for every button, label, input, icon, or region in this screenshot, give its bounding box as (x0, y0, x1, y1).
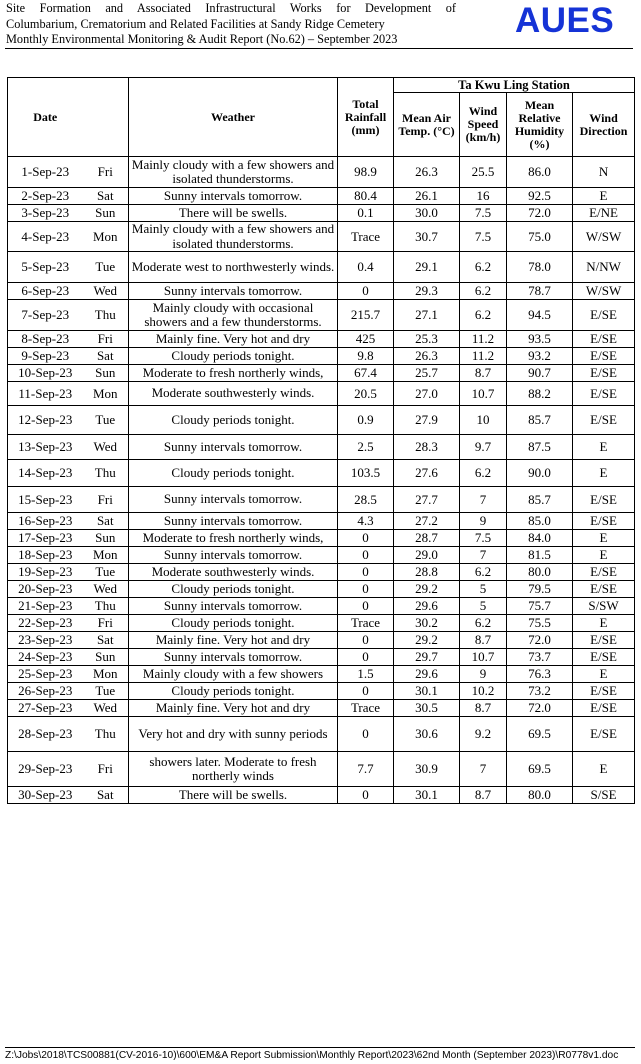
rainfall-cell: 9.8 (338, 348, 394, 365)
day-cell: Fri (83, 615, 129, 632)
rainfall-cell: 0.1 (338, 205, 394, 222)
humidity-cell: 73.2 (507, 683, 573, 700)
wind-speed-cell: 8.7 (460, 787, 507, 804)
temp-cell: 30.2 (394, 615, 460, 632)
date-cell: 9-Sep-23 (8, 348, 83, 365)
day-cell: Sat (83, 188, 129, 205)
table-row (8, 787, 635, 804)
wind-direction-cell: E (573, 666, 635, 683)
wind-speed-cell: 6.2 (460, 252, 507, 283)
rainfall-cell: 0 (338, 547, 394, 564)
humidity-cell: 72.0 (507, 700, 573, 717)
rainfall-cell: 7.7 (338, 752, 394, 787)
weather-table (7, 77, 635, 804)
day-cell: Sat (83, 787, 129, 804)
wind-direction-cell: E (573, 460, 635, 487)
header-date: Date (8, 78, 83, 157)
report-header (6, 1, 456, 48)
rainfall-cell: 0 (338, 581, 394, 598)
table-row (8, 205, 635, 222)
rainfall-cell: 0 (338, 598, 394, 615)
wind-speed-cell: 5 (460, 581, 507, 598)
aues-logo: AUES (515, 1, 615, 40)
table-row (8, 717, 635, 752)
rainfall-cell: 1.5 (338, 666, 394, 683)
table-row (8, 460, 635, 487)
rainfall-cell: 0 (338, 649, 394, 666)
temp-cell: 29.3 (394, 283, 460, 300)
wind-speed-cell: 7.5 (460, 530, 507, 547)
wind-direction-cell: S/SE (573, 787, 635, 804)
weather-cell: Sunny intervals tomorrow. (129, 435, 338, 460)
day-cell: Tue (83, 564, 129, 581)
wind-direction-cell: E/SE (573, 683, 635, 700)
temp-cell: 26.3 (394, 348, 460, 365)
wind-speed-cell: 7 (460, 487, 507, 513)
header-day (83, 78, 129, 157)
temp-cell: 30.0 (394, 205, 460, 222)
humidity-cell: 80.0 (507, 564, 573, 581)
date-cell: 24-Sep-23 (8, 649, 83, 666)
humidity-cell: 69.5 (507, 717, 573, 752)
weather-cell: Moderate to fresh northerly winds, (129, 365, 338, 382)
wind-direction-cell: W/SW (573, 283, 635, 300)
rainfall-cell: 0 (338, 717, 394, 752)
date-cell: 5-Sep-23 (8, 252, 83, 283)
day-cell: Mon (83, 666, 129, 683)
date-cell: 14-Sep-23 (8, 460, 83, 487)
wind-direction-cell: E/SE (573, 717, 635, 752)
temp-cell: 25.3 (394, 331, 460, 348)
temp-cell: 29.7 (394, 649, 460, 666)
day-cell: Tue (83, 406, 129, 435)
rainfall-cell: 0.4 (338, 252, 394, 283)
header-station: Ta Kwu Ling Station (394, 78, 635, 93)
temp-cell: 28.3 (394, 435, 460, 460)
wind-direction-cell: W/SW (573, 222, 635, 252)
day-cell: Sun (83, 649, 129, 666)
weather-cell: Sunny intervals tomorrow. (129, 513, 338, 530)
wind-speed-cell: 9.7 (460, 435, 507, 460)
day-cell: Mon (83, 547, 129, 564)
weather-cell: Moderate southwesterly winds. (129, 382, 338, 406)
humidity-cell: 78.0 (507, 252, 573, 283)
wind-speed-cell: 7 (460, 752, 507, 787)
weather-cell: Mainly cloudy with a few showers and isolated thunderstorms. (129, 157, 338, 188)
weather-cell: There will be swells. (129, 205, 338, 222)
humidity-cell: 73.7 (507, 649, 573, 666)
date-cell: 26-Sep-23 (8, 683, 83, 700)
date-cell: 15-Sep-23 (8, 487, 83, 513)
wind-speed-cell: 6.2 (460, 564, 507, 581)
table-row (8, 331, 635, 348)
wind-direction-cell: E/SE (573, 632, 635, 649)
wind-speed-cell: 6.2 (460, 283, 507, 300)
temp-cell: 30.5 (394, 700, 460, 717)
wind-direction-cell: E/SE (573, 513, 635, 530)
weather-cell: Moderate to fresh northerly winds, (129, 530, 338, 547)
table-row (8, 513, 635, 530)
wind-speed-cell: 11.2 (460, 331, 507, 348)
wind-direction-cell: E (573, 752, 635, 787)
header-title-line3: Monthly Environmental Monitoring & Audit Report (No.62) – September 2023 (6, 32, 398, 46)
date-cell: 10-Sep-23 (8, 365, 83, 382)
wind-direction-cell: E/SE (573, 365, 635, 382)
weather-cell: Cloudy periods tonight. (129, 406, 338, 435)
date-cell: 1-Sep-23 (8, 157, 83, 188)
weather-cell: There will be swells. (129, 787, 338, 804)
temp-cell: 30.6 (394, 717, 460, 752)
table-row (8, 365, 635, 382)
header-wind-direction: Wind Direction (573, 93, 635, 157)
wind-direction-cell: N/NW (573, 252, 635, 283)
rainfall-cell: 0 (338, 787, 394, 804)
wind-direction-cell: E (573, 435, 635, 460)
header-temp: Mean Air Temp. (°C) (394, 93, 460, 157)
table-row (8, 252, 635, 283)
wind-speed-cell: 8.7 (460, 700, 507, 717)
temp-cell: 30.1 (394, 787, 460, 804)
rainfall-cell: 28.5 (338, 487, 394, 513)
wind-direction-cell: E/SE (573, 649, 635, 666)
table-row (8, 222, 635, 252)
weather-cell: Mainly fine. Very hot and dry (129, 632, 338, 649)
temp-cell: 29.6 (394, 598, 460, 615)
header-humidity: Mean Relative Humidity (%) (507, 93, 573, 157)
rainfall-cell: 103.5 (338, 460, 394, 487)
temp-cell: 27.7 (394, 487, 460, 513)
day-cell: Sun (83, 205, 129, 222)
wind-speed-cell: 25.5 (460, 157, 507, 188)
humidity-cell: 81.5 (507, 547, 573, 564)
table-row (8, 752, 635, 787)
temp-cell: 28.8 (394, 564, 460, 581)
table-row (8, 598, 635, 615)
weather-cell: Sunny intervals tomorrow. (129, 283, 338, 300)
day-cell: Mon (83, 382, 129, 406)
table-row (8, 348, 635, 365)
table-row (8, 666, 635, 683)
humidity-cell: 87.5 (507, 435, 573, 460)
humidity-cell: 94.5 (507, 300, 573, 331)
temp-cell: 26.1 (394, 188, 460, 205)
rainfall-cell: Trace (338, 700, 394, 717)
humidity-cell: 93.5 (507, 331, 573, 348)
weather-cell: Moderate southwesterly winds. (129, 564, 338, 581)
rainfall-cell: 80.4 (338, 188, 394, 205)
table-row (8, 300, 635, 331)
date-cell: 19-Sep-23 (8, 564, 83, 581)
humidity-cell: 93.2 (507, 348, 573, 365)
header-rainfall: Total Rainfall (mm) (338, 78, 394, 157)
wind-speed-cell: 9 (460, 513, 507, 530)
temp-cell: 25.7 (394, 365, 460, 382)
header-title-line1: Site Formation and Associated Infrastructural Works for Development of (6, 1, 456, 15)
weather-rows (8, 157, 635, 804)
header-divider (5, 48, 633, 49)
day-cell: Mon (83, 222, 129, 252)
rainfall-cell: 0 (338, 283, 394, 300)
wind-direction-cell: E/SE (573, 564, 635, 581)
day-cell: Sun (83, 530, 129, 547)
wind-speed-cell: 9 (460, 666, 507, 683)
table-row (8, 487, 635, 513)
weather-cell: Mainly cloudy with occasional showers and a few thunderstorms. (129, 300, 338, 331)
temp-cell: 29.1 (394, 252, 460, 283)
humidity-cell: 88.2 (507, 382, 573, 406)
table-row (8, 547, 635, 564)
humidity-cell: 90.0 (507, 460, 573, 487)
header-wind-speed: Wind Speed (km/h) (460, 93, 507, 157)
date-cell: 18-Sep-23 (8, 547, 83, 564)
day-cell: Tue (83, 683, 129, 700)
day-cell: Sun (83, 365, 129, 382)
wind-speed-cell: 11.2 (460, 348, 507, 365)
day-cell: Wed (83, 700, 129, 717)
day-cell: Sat (83, 632, 129, 649)
date-cell: 23-Sep-23 (8, 632, 83, 649)
wind-speed-cell: 8.7 (460, 632, 507, 649)
day-cell: Fri (83, 487, 129, 513)
weather-cell: Cloudy periods tonight. (129, 348, 338, 365)
date-cell: 16-Sep-23 (8, 513, 83, 530)
rainfall-cell: 0 (338, 564, 394, 581)
table-row (8, 435, 635, 460)
wind-direction-cell: E/SE (573, 382, 635, 406)
temp-cell: 27.2 (394, 513, 460, 530)
wind-speed-cell: 5 (460, 598, 507, 615)
wind-speed-cell: 6.2 (460, 615, 507, 632)
humidity-cell: 69.5 (507, 752, 573, 787)
humidity-cell: 75.0 (507, 222, 573, 252)
wind-direction-cell: E (573, 547, 635, 564)
humidity-cell: 85.0 (507, 513, 573, 530)
temp-cell: 27.1 (394, 300, 460, 331)
humidity-cell: 76.3 (507, 666, 573, 683)
wind-direction-cell: E/SE (573, 700, 635, 717)
weather-cell: Cloudy periods tonight. (129, 581, 338, 598)
weather-cell: Cloudy periods tonight. (129, 683, 338, 700)
date-cell: 13-Sep-23 (8, 435, 83, 460)
table-row (8, 683, 635, 700)
wind-speed-cell: 8.7 (460, 365, 507, 382)
wind-direction-cell: E/NE (573, 205, 635, 222)
weather-cell: Mainly cloudy with a few showers (129, 666, 338, 683)
wind-speed-cell: 10 (460, 406, 507, 435)
date-cell: 30-Sep-23 (8, 787, 83, 804)
temp-cell: 27.0 (394, 382, 460, 406)
wind-direction-cell: E/SE (573, 487, 635, 513)
wind-direction-cell: E/SE (573, 300, 635, 331)
date-cell: 21-Sep-23 (8, 598, 83, 615)
day-cell: Fri (83, 157, 129, 188)
wind-speed-cell: 7.5 (460, 222, 507, 252)
humidity-cell: 86.0 (507, 157, 573, 188)
humidity-cell: 85.7 (507, 487, 573, 513)
wind-direction-cell: S/SW (573, 598, 635, 615)
temp-cell: 29.0 (394, 547, 460, 564)
date-cell: 4-Sep-23 (8, 222, 83, 252)
weather-cell: Cloudy periods tonight. (129, 615, 338, 632)
date-cell: 17-Sep-23 (8, 530, 83, 547)
weather-cell: Sunny intervals tomorrow. (129, 188, 338, 205)
day-cell: Thu (83, 300, 129, 331)
table-row (8, 581, 635, 598)
day-cell: Wed (83, 581, 129, 598)
temp-cell: 29.2 (394, 632, 460, 649)
day-cell: Thu (83, 598, 129, 615)
rainfall-cell: 0.9 (338, 406, 394, 435)
wind-direction-cell: E (573, 530, 635, 547)
header-title-line2: Columbarium, Crematorium and Related Facilities at Sandy Ridge Cemetery (6, 16, 385, 31)
wind-speed-cell: 6.2 (460, 300, 507, 331)
day-cell: Fri (83, 752, 129, 787)
humidity-cell: 92.5 (507, 188, 573, 205)
date-cell: 28-Sep-23 (8, 717, 83, 752)
rainfall-cell: 0 (338, 683, 394, 700)
table-row (8, 530, 635, 547)
humidity-cell: 79.5 (507, 581, 573, 598)
date-cell: 2-Sep-23 (8, 188, 83, 205)
table-row (8, 382, 635, 406)
rainfall-cell: 0 (338, 632, 394, 649)
rainfall-cell: Trace (338, 615, 394, 632)
rainfall-cell: 0 (338, 530, 394, 547)
weather-cell: Sunny intervals tomorrow. (129, 649, 338, 666)
humidity-cell: 84.0 (507, 530, 573, 547)
date-cell: 8-Sep-23 (8, 331, 83, 348)
footer-file-path: Z:\Jobs\2018\TCS00881(CV-2016-10)\600\EM&A Report Submission\Monthly Report\2023\62nd Month (September 2023)\R0778v1.doc (5, 1047, 635, 1062)
weather-cell: Very hot and dry with sunny periods (129, 717, 338, 752)
rainfall-cell: 2.5 (338, 435, 394, 460)
weather-cell: Mainly fine. Very hot and dry (129, 331, 338, 348)
wind-speed-cell: 10.2 (460, 683, 507, 700)
humidity-cell: 75.7 (507, 598, 573, 615)
humidity-cell: 72.0 (507, 205, 573, 222)
humidity-cell: 85.7 (507, 406, 573, 435)
rainfall-cell: 98.9 (338, 157, 394, 188)
rainfall-cell: 425 (338, 331, 394, 348)
date-cell: 3-Sep-23 (8, 205, 83, 222)
table-row (8, 157, 635, 188)
temp-cell: 27.9 (394, 406, 460, 435)
day-cell: Wed (83, 283, 129, 300)
date-cell: 29-Sep-23 (8, 752, 83, 787)
wind-speed-cell: 7.5 (460, 205, 507, 222)
temp-cell: 29.2 (394, 581, 460, 598)
table-row (8, 615, 635, 632)
rainfall-cell: 4.3 (338, 513, 394, 530)
weather-cell: showers later. Moderate to fresh northerly winds (129, 752, 338, 787)
wind-speed-cell: 7 (460, 547, 507, 564)
date-cell: 20-Sep-23 (8, 581, 83, 598)
wind-direction-cell: E (573, 188, 635, 205)
date-cell: 7-Sep-23 (8, 300, 83, 331)
rainfall-cell: Trace (338, 222, 394, 252)
temp-cell: 30.9 (394, 752, 460, 787)
date-cell: 25-Sep-23 (8, 666, 83, 683)
table-row (8, 283, 635, 300)
temp-cell: 29.6 (394, 666, 460, 683)
temp-cell: 28.7 (394, 530, 460, 547)
rainfall-cell: 215.7 (338, 300, 394, 331)
rainfall-cell: 20.5 (338, 382, 394, 406)
weather-cell: Sunny intervals tomorrow. (129, 598, 338, 615)
weather-cell: Cloudy periods tonight. (129, 460, 338, 487)
day-cell: Sat (83, 513, 129, 530)
table-row (8, 700, 635, 717)
date-cell: 11-Sep-23 (8, 382, 83, 406)
wind-speed-cell: 10.7 (460, 649, 507, 666)
rainfall-cell: 67.4 (338, 365, 394, 382)
weather-cell: Sunny intervals tomorrow. (129, 547, 338, 564)
temp-cell: 30.7 (394, 222, 460, 252)
weather-cell: Moderate west to northwesterly winds. (129, 252, 338, 283)
day-cell: Wed (83, 435, 129, 460)
wind-speed-cell: 10.7 (460, 382, 507, 406)
temp-cell: 26.3 (394, 157, 460, 188)
day-cell: Sat (83, 348, 129, 365)
day-cell: Thu (83, 717, 129, 752)
wind-direction-cell: E/SE (573, 331, 635, 348)
wind-direction-cell: E/SE (573, 348, 635, 365)
date-cell: 12-Sep-23 (8, 406, 83, 435)
wind-speed-cell: 6.2 (460, 460, 507, 487)
wind-direction-cell: E (573, 615, 635, 632)
table-row (8, 649, 635, 666)
wind-speed-cell: 16 (460, 188, 507, 205)
day-cell: Fri (83, 331, 129, 348)
wind-direction-cell: N (573, 157, 635, 188)
table-row (8, 406, 635, 435)
day-cell: Tue (83, 252, 129, 283)
humidity-cell: 72.0 (507, 632, 573, 649)
weather-cell: Sunny intervals tomorrow. (129, 487, 338, 513)
date-cell: 27-Sep-23 (8, 700, 83, 717)
humidity-cell: 90.7 (507, 365, 573, 382)
wind-speed-cell: 9.2 (460, 717, 507, 752)
weather-cell: Mainly fine. Very hot and dry (129, 700, 338, 717)
humidity-cell: 80.0 (507, 787, 573, 804)
table-row (8, 632, 635, 649)
temp-cell: 30.1 (394, 683, 460, 700)
table-row (8, 188, 635, 205)
wind-direction-cell: E/SE (573, 581, 635, 598)
header-weather: Weather (129, 78, 338, 157)
table-row (8, 564, 635, 581)
temp-cell: 27.6 (394, 460, 460, 487)
wind-direction-cell: E/SE (573, 406, 635, 435)
weather-cell: Mainly cloudy with a few showers and isolated thunderstorms. (129, 222, 338, 252)
day-cell: Thu (83, 460, 129, 487)
humidity-cell: 75.5 (507, 615, 573, 632)
date-cell: 22-Sep-23 (8, 615, 83, 632)
humidity-cell: 78.7 (507, 283, 573, 300)
date-cell: 6-Sep-23 (8, 283, 83, 300)
